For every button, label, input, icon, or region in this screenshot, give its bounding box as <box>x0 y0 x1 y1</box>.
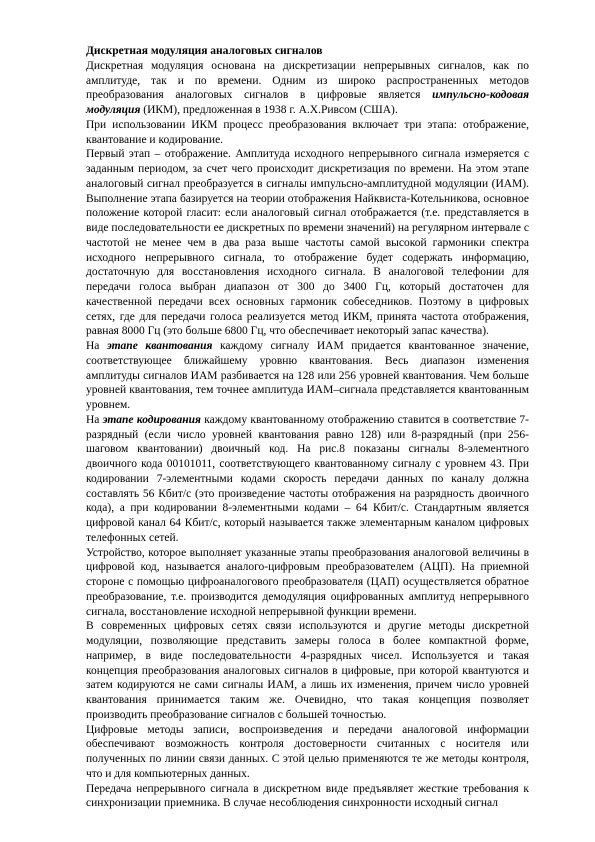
document-page <box>86 44 529 811</box>
paragraph-8: Цифровые методы записи, воспроизведения и передачи аналоговой информации обеспечивают возможность контроля достоверности считанных с носителя или полученных по линии связи данных. С этой целью применяются те же методы контроля, что и для компьютерных данных. <box>86 723 529 780</box>
paragraph-3: Первый этап – отображение. Амплитуда исходного непрерывного сигнала измеряется с заданным периодом, за счет чего происходит дискретизация по времени. На этом этапе аналоговый сигнал преобразуется в сигналы импульсно-амплитудной модуляции (ИАМ). Выполнение этапа базируется на теории отображения Найквиста-Котельникова, основное положение которой гласит: если аналоговый сигнал отображается (т.е. представляется в виде последовательности ее дискретных по времени значений) на регулярном интервале с частотой не менее чем в два раза выше частоты самой высокой гармоники спектра исходного непрерывного сигнала, то отображение будет содержать информацию, достаточную для восстановления исходного сигнала. В аналоговой телефонии для передачи голоса выбран диапазон от 300 до 3400 Гц, который достаточен для качественной передачи всех основных гармоник собеседников. Поэтому в цифровых сетях, где для передачи голоса реализуется метод ИКМ, принята частота отображения, равная 8000 Гц (это больше 6800 Гц, что обеспечивает некоторый запас качества). <box>86 148 529 338</box>
paragraph-7: В современных цифровых сетях связи используются и другие методы дискретной модуляции, позволяющие представить замеры голоса в более компактной форме, например, в виде последовательности 4-разрядных чисел. Используется и такая концепция преобразования аналоговых сигналов в цифровые, при которой квантуются и затем кодируются не сами сигналы ИАМ, а лишь их изменения, причем число уровней квантования принимается таким же. Очевидно, что такая концепция позволяет производить преобразование сигналов с большей точностью. <box>86 620 529 721</box>
paragraph-6: Устройство, которое выполняет указанные этапы преобразования аналоговой величины в цифровой код, называется аналого-цифровым преобразователем (АЦП). На приемной стороне с помощью цифроаналогового преобразователя (ЦАП) осуществляется обратное преобразование, т.е. производится демодуляция оцифрованных амплитуд непрерывного сигнала, восстановление исходной непрерывной функции времени. <box>86 546 529 618</box>
paragraph-9: Передача непрерывного сигнала в дискретном виде предъявляет жесткие требования к синхронизации приемника. В случае несоблюдения синхронности исходный сигнал <box>86 782 529 810</box>
paragraph-4: На этапе квантования каждому сигналу ИАМ придается квантованное значение, соответствующее ближайшему уровню квантования. Весь диапазон изменения амплитуды сигналов ИАМ разбивается на 128 или 256 уровней квантования. Чем больше уровней квантования, тем точнее амплитуда ИАМ–сигнала представляется квантованным уровнем. <box>86 340 529 411</box>
term-pcm: импульсно-кодовая модуляция <box>86 89 529 116</box>
paragraph-2: При использовании ИКМ процесс преобразования включает три этапа: отображение, квантование и кодирование. <box>86 118 529 146</box>
document-title: Дискретная модуляция аналоговых сигналов <box>86 45 323 57</box>
paragraph-5: На этапе кодирования каждому квантованному отображению ставится в соответствие 7-разрядный (если число уровней квантования равно 128) или 8-разрядный (при 256-шаговом квантовании) двоичный код. На рис.8 показаны сигналы 8-элементного двоичного кода 00101011, соответствующего квантованному сигналу с уровнем 43. При кодировании 7-элементными кодами скорость передачи данных по каналу должна составлять 56 Кбит/с (это произведение частоты отображения на разрядность двоичного кода), а при кодировании 8-элементными кодами – 64 Кбит/с. Стандартным является цифровой канал 64 Кбит/с, который называется также элементарным каналом цифровых телефонных сетей. <box>86 413 529 544</box>
term-coding: этапе кодирования <box>102 413 201 426</box>
paragraph-1: Дискретная модуляция основана на дискретизации непрерывных сигналов, как по амплитуде, так и по времени. Одним из широко распространенных методов преобразования аналоговых сигналов в цифровые является импульсно-кодовая модуляция (ИКМ), предложенная в 1938 г. А.Х.Ривсом (США). <box>86 59 529 116</box>
term-quantization: этапе квантования <box>106 340 213 352</box>
